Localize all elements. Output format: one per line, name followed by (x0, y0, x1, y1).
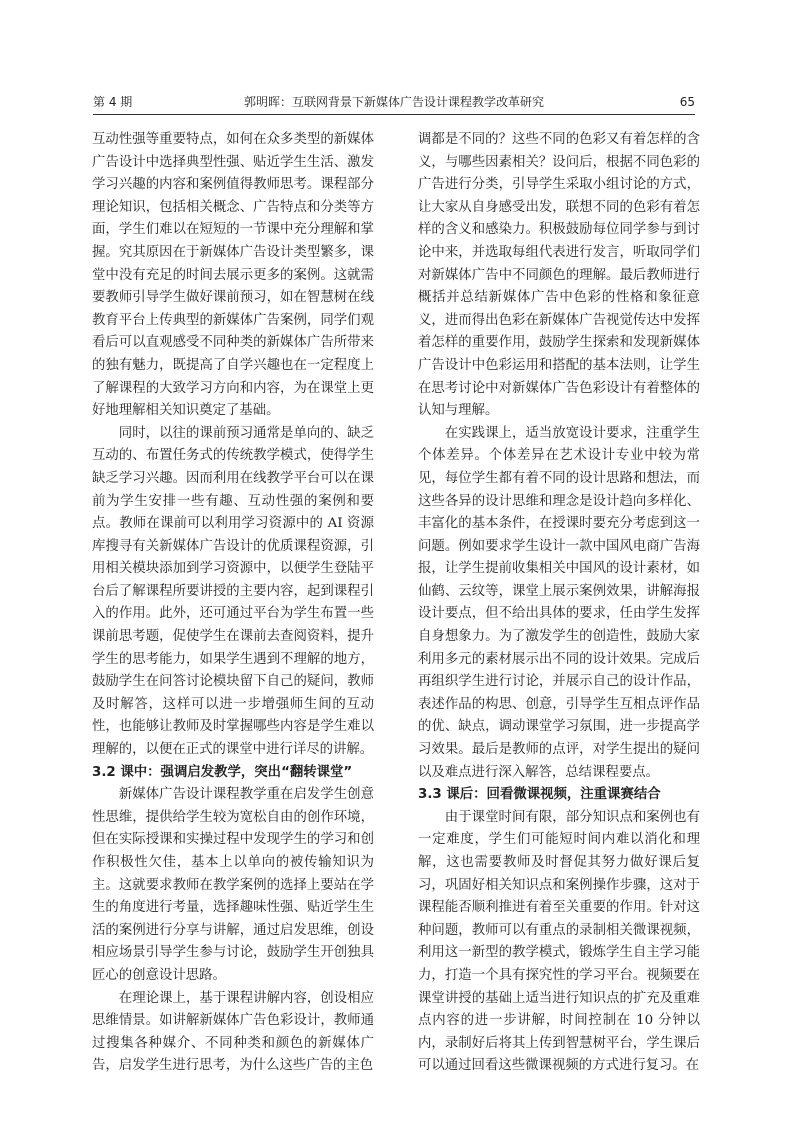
section-heading-3-3: 3.3 课后：回看微课视频，注重课赛结合 (418, 787, 661, 803)
paragraph: 新媒体广告设计课程教学重在启发学生创意性思维，提供给学生较为宽松自由的创作环境，但在实际授课和实操过程中发现学生的学习和创作积极性欠佳，基本上以单向的被传输知识为主。这就要求教师在教学案例的选择上要站在学生的角度进行考量，选择趣味性强、贴近学生生活的案例进行分享与讲解，通过启发思维，创设相应场景引导学生参与讨论，鼓励学生开创独具匠心的创意设计思路。 (92, 787, 374, 983)
paragraph: 在实践课上，适当放宽设计要求，注重学生个体差异。个体差异在艺术设计专业中较为常见，每位学生都有着不同的设计思路和想法，而这些各异的设计思维和理念是设计趋向多样化、丰富化的基本条件，在授课时要充分考虑到这一问题。例如要求学生设计一款中国风电商广告海报，让学生提前收集相关中国风的设计素材，如仙鹤、云纹等，课堂上展示案例效果，讲解海报设计要点，但不给出具体的要求，任由学生发挥自身想象力。为了激发学生的创造性，鼓励大家利用多元的素材展示出不同的设计效果。完成后再组织学生进行讨论，并展示自己的设计作品，表述作品的构思、创意，引导学生互相点评作品的优、缺点，调动课堂学习氛围，进一步提高学习效果。最后是教师的点评，对学生提出的疑问以及难点进行深入解答，总结课程要点。 (418, 425, 700, 780)
left-column (92, 129, 374, 1078)
paragraph: 同时，以往的课前预习通常是单向的、缺乏互动的、布置任务式的传统教学模式，使得学生缺乏学习兴趣。因而利用在线教学平台可以在课前为学生安排一些有趣、互动性强的案例和要点。教师在课前可以利用学习资源中的 AI 资源库搜寻有关新媒体广告设计的优质课程资源，引用相关模块添加到学习资源中，以便学生登陆平台后了解课程所要讲授的主要内容，起到课程引入的作用。此外，还可通过平台为学生布置一些课前思考题，促使学生在课前去查阅资料，提升学生的思考能力，如果学生遇到不理解的地方，鼓励学生在问答讨论模块留下自己的疑问，教师及时解答，这样可以进一步增强师生间的互动性，也能够让教师及时掌握哪些内容是学生难以理解的，以便在正式的课堂中进行详尽的讲解。 (92, 425, 374, 758)
section-heading-3-2: 3.2 课中：强调启发教学，突出“翻转课堂” (92, 764, 353, 780)
paragraph: 调都是不同的？这些不同的色彩又有着怎样的含义，与哪些因素相关？设问后，根据不同色彩的广告进行分类，引导学生采取小组讨论的方式，让大家从自身感受出发，联想不同的色彩有着怎样的含义和感染力。积极鼓励每位同学参与到讨论中来，并选取每组代表进行发言，听取同学们对新媒体广告中不同颜色的理解。最后教师进行概括并总结新媒体广告中色彩的性格和象征意义，进而得出色彩在新媒体广告视觉传达中发挥着怎样的重要作用，鼓励学生探索和发现新媒体广告设计中色彩运用和搭配的基本法则，让学生在思考讨论中对新媒体广告色彩设计有着整体的认知与理解。 (418, 132, 700, 419)
paragraph: 在理论课上，基于课程讲解内容，创设相应思维情景。如讲解新媒体广告色彩设计，教师通过搜集各种媒介、不同种类和颜色的新媒体广告，启发学生进行思考，为什么这些广告的主色 (92, 990, 374, 1074)
issue-number: 第 4 期 (93, 95, 133, 109)
paragraph: 由于课堂时间有限，部分知识点和案例也有一定难度，学生们可能短时间内难以消化和理解，这也需要教师及时督促其努力做好课后复习，巩固好相关知识点和案例操作步骤，这对于课程能否顺利推进有着至关重要的作用。针对这种问题，教师可以有重点的录制相关微课视频，利用这一新型的教学模式，锻炼学生自主学习能力，打造一个具有探究性的学习平台。视频要在课堂讲授的基础上适当进行知识点的扩充及重难点内容的进一步讲解，时间控制在 10 分钟以内，录制好后将其上传到智慧树平台，学生课后可以通过回看这些微课视频的方式进行复习。在 (418, 809, 700, 1074)
page-number: 65 (679, 95, 695, 109)
running-header (93, 90, 695, 115)
right-column (418, 129, 700, 1078)
paragraph: 互动性强等重要特点，如何在众多类型的新媒体广告设计中选择典型性强、贴近学生生活、激发学习兴趣的内容和案例值得教师思考。课程部分理论知识，包括相关概念、广告特点和分类等方面，学生们难以在短短的一节课中充分理解和掌握。究其原因在于新媒体广告设计类型繁多，课堂中没有充足的时间去展示更多的案例。这就需要教师引导学生做好课前预习，如在智慧树在线教育平台上传典型的新媒体广告案例，同学们观看后可以直观感受不同种类的新媒体广告所带来的独有魅力，既提高了自学兴趣也在一定程度上了解课程的大致学习方向和内容，为在课堂上更好地理解相关知识奠定了基础。 (92, 132, 374, 419)
running-title: 郭明晖：互联网背景下新媒体广告设计课程教学改革研究 (243, 95, 544, 109)
